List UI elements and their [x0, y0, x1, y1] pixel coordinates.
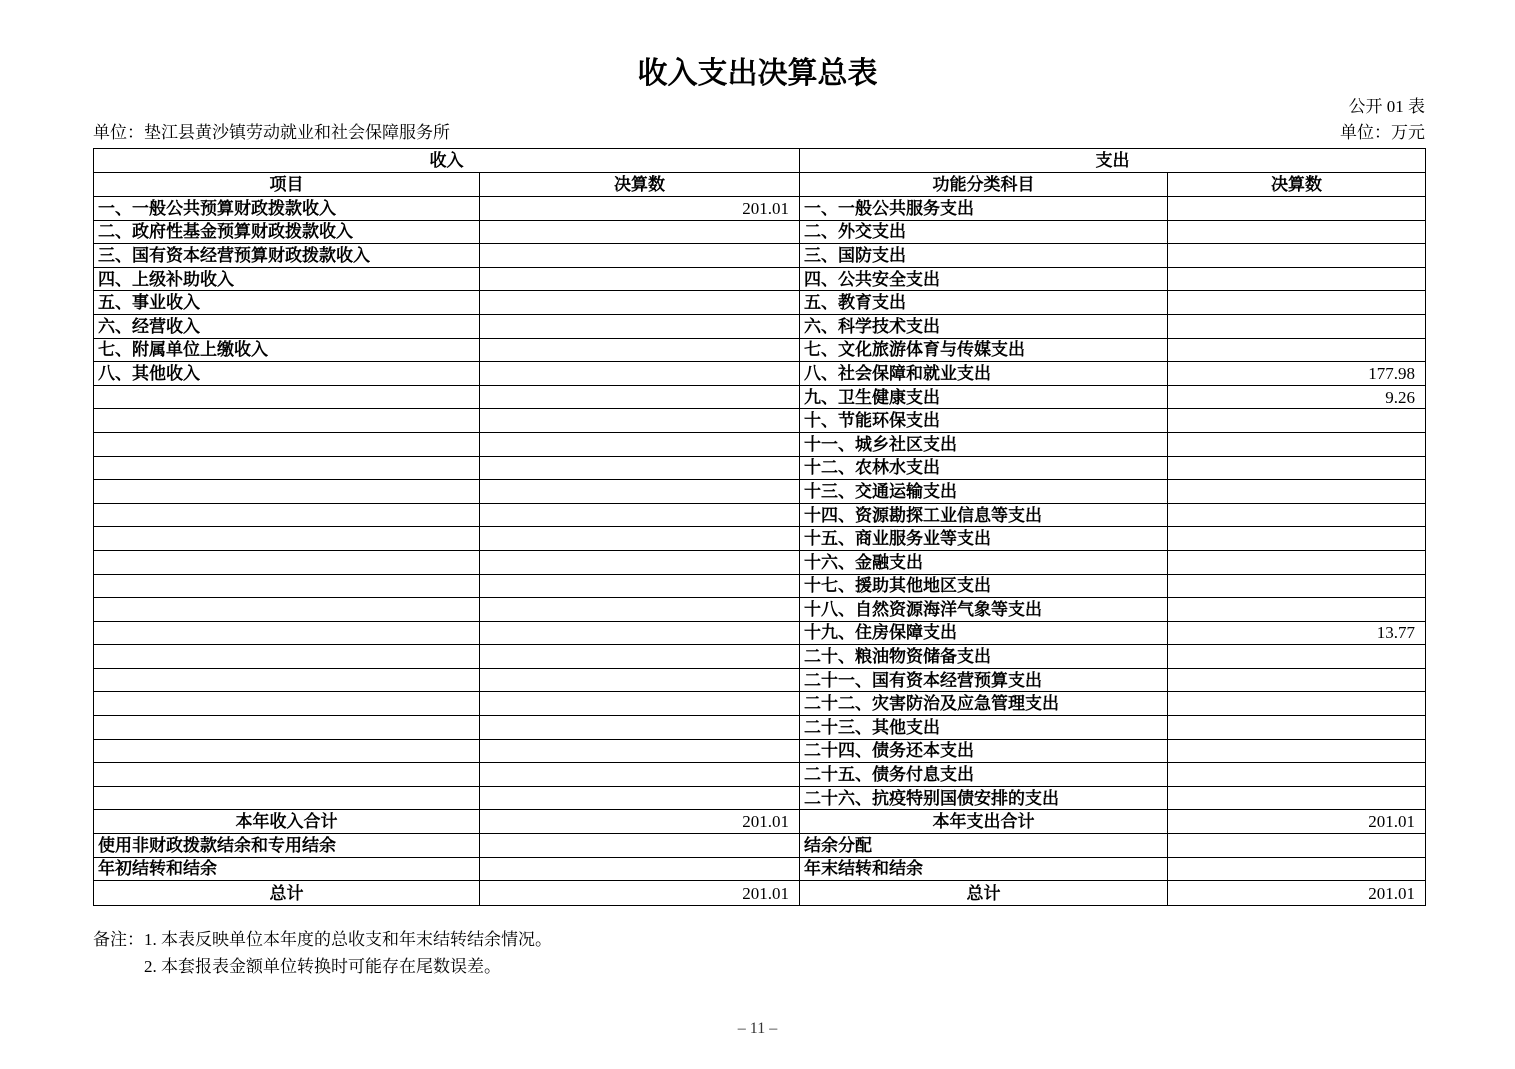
expenditure-value-cell: [1168, 858, 1425, 882]
income-item-cell: [94, 433, 480, 457]
expenditure-item-cell: 二十一、国有资本经营预算支出: [800, 669, 1168, 693]
meta-row: [93, 118, 1425, 143]
expenditure-item-cell: 二十三、其他支出: [800, 716, 1168, 740]
income-item-cell: [94, 645, 480, 669]
expenditure-value-cell: 201.01: [1368, 883, 1415, 903]
income-value-cell: [480, 740, 800, 764]
income-value-cell: [480, 409, 800, 433]
income-value-cell: [480, 504, 800, 528]
income-item-cell: [94, 504, 480, 528]
income-value-cell: [480, 692, 800, 716]
income-item-cell: 七、附属单位上缴收入: [94, 339, 480, 363]
income-item-cell: [94, 457, 480, 481]
expenditure-item-cell: 十五、商业服务业等支出: [800, 527, 1168, 551]
expenditure-value-cell: [1168, 339, 1425, 363]
expenditure-item-cell: 结余分配: [800, 834, 1168, 858]
income-value-cell: [480, 763, 800, 787]
income-item-cell: 一、一般公共预算财政拨款收入: [94, 197, 480, 221]
expenditure-item-cell: 总计: [800, 881, 1168, 905]
expenditure-value-cell: 9.26: [1168, 386, 1425, 410]
income-value-cell: [480, 527, 800, 551]
income-value-cell: 201.01: [480, 810, 800, 834]
expenditure-value-cell: [1168, 763, 1425, 787]
expenditure-item-cell: 七、文化旅游体育与传媒支出: [800, 339, 1168, 363]
expenditure-amount-column-header: 决算数: [1168, 173, 1425, 197]
expenditure-value-cell: [1168, 221, 1425, 245]
expenditure-value-cell: [1168, 291, 1425, 315]
expenditure-value-cell: [1168, 692, 1425, 716]
expenditure-value-cell: [1168, 457, 1425, 481]
income-value-cell: [480, 622, 800, 646]
income-value-cell: [480, 716, 800, 740]
expenditure-item-cell: 十一、城乡社区支出: [800, 433, 1168, 457]
expenditure-item-cell: 五、教育支出: [800, 291, 1168, 315]
expenditure-item-cell: 二十五、债务付息支出: [800, 763, 1168, 787]
income-value-cell: [480, 858, 800, 882]
income-value-cell: [480, 315, 800, 339]
income-item-cell: [94, 716, 480, 740]
expenditure-item-cell: 二十、粮油物资储备支出: [800, 645, 1168, 669]
income-amount-column-header: 决算数: [480, 173, 800, 197]
unit-of-measure: 单位：万元: [1340, 123, 1425, 142]
income-item-cell: [94, 575, 480, 599]
footnote-line-1: 备注：1. 本表反映单位本年度的总收支和年末结转结余情况。: [93, 930, 552, 949]
footnote-line-2: 2. 本套报表金额单位转换时可能存在尾数误差。: [144, 957, 501, 976]
income-item-cell: [94, 740, 480, 764]
income-item-cell: [94, 551, 480, 575]
expenditure-item-cell: 二、外交支出: [800, 221, 1168, 245]
page-number: – 11 –: [737, 1020, 778, 1037]
income-item-cell: 四、上级补助收入: [94, 268, 480, 292]
income-item-cell: [94, 386, 480, 410]
expenditure-value-cell: [1168, 433, 1425, 457]
expenditure-item-cell: 十、节能环保支出: [800, 409, 1168, 433]
footnote-label: 备注：: [93, 930, 144, 949]
expenditure-value-cell: [1168, 716, 1425, 740]
expenditure-value-cell: [1168, 527, 1425, 551]
expenditure-item-cell: 年末结转和结余: [800, 858, 1168, 882]
income-item-cell: [94, 527, 480, 551]
income-item-column-header: 项目: [94, 173, 480, 197]
income-item-cell: [94, 409, 480, 433]
expenditure-item-cell: 二十二、灾害防治及应急管理支出: [800, 692, 1168, 716]
expenditure-item-cell: 六、科学技术支出: [800, 315, 1168, 339]
income-value-cell: [480, 669, 800, 693]
income-item-cell: 使用非财政拨款结余和专用结余: [94, 834, 480, 858]
income-section-header: 收入: [94, 149, 800, 173]
expenditure-item-cell: 四、公共安全支出: [800, 268, 1168, 292]
expenditure-value-cell: [1168, 645, 1425, 669]
income-value-cell: [480, 268, 800, 292]
expenditure-value-cell: [1168, 551, 1425, 575]
expenditure-value-cell: [1168, 268, 1425, 292]
expenditure-value-cell: [1168, 598, 1425, 622]
income-value-cell: [480, 457, 800, 481]
income-value-cell: [480, 362, 800, 386]
expenditure-item-cell: 十六、金融支出: [800, 551, 1168, 575]
expenditure-item-cell: 二十四、债务还本支出: [800, 740, 1168, 764]
income-value-cell: [480, 386, 800, 410]
income-item-cell: 本年收入合计: [94, 810, 480, 834]
expenditure-item-cell: 十三、交通运输支出: [800, 480, 1168, 504]
income-item-cell: 总计: [94, 881, 480, 905]
income-value-cell: [480, 598, 800, 622]
income-item-cell: [94, 692, 480, 716]
income-item-cell: [94, 787, 480, 811]
expenditure-item-cell: 十四、资源勘探工业信息等支出: [800, 504, 1168, 528]
expenditure-value-cell: [1168, 480, 1425, 504]
unit-name: 单位：垫江县黄沙镇劳动就业和社会保障服务所: [93, 123, 450, 142]
expenditure-item-column-header: 功能分类科目: [800, 173, 1168, 197]
income-item-cell: [94, 622, 480, 646]
page-title: 收入支出决算总表: [637, 57, 878, 90]
expenditure-item-cell: 十九、住房保障支出: [800, 622, 1168, 646]
expenditure-item-cell: 十八、自然资源海洋气象等支出: [800, 598, 1168, 622]
expenditure-value-cell: [1168, 197, 1425, 221]
income-value-cell: [480, 551, 800, 575]
accounts-table: [93, 148, 1426, 906]
footnotes: [93, 926, 552, 980]
expenditure-value-cell: [1168, 575, 1425, 599]
expenditure-item-cell: 八、社会保障和就业支出: [800, 362, 1168, 386]
income-item-cell: [94, 669, 480, 693]
expenditure-value-cell: 13.77: [1168, 622, 1425, 646]
income-value-cell: [480, 291, 800, 315]
expenditure-value-cell: 201.01: [1168, 810, 1425, 834]
table-code: 公开 01 表: [1348, 97, 1425, 116]
income-item-cell: 八、其他收入: [94, 362, 480, 386]
expenditure-item-cell: 本年支出合计: [800, 810, 1168, 834]
income-value-cell: [480, 221, 800, 245]
income-item-cell: 二、政府性基金预算财政拨款收入: [94, 221, 480, 245]
income-value-cell: [480, 787, 800, 811]
income-item-cell: [94, 598, 480, 622]
income-item-cell: 五、事业收入: [94, 291, 480, 315]
expenditure-item-cell: 十七、援助其他地区支出: [800, 575, 1168, 599]
income-value-cell: [480, 433, 800, 457]
expenditure-value-cell: 177.98: [1168, 362, 1425, 386]
income-value-cell: [480, 575, 800, 599]
expenditure-value-cell: [1168, 740, 1425, 764]
expenditure-item-cell: 二十六、抗疫特别国债安排的支出: [800, 787, 1168, 811]
expenditure-value-cell: [1168, 315, 1425, 339]
expenditure-value-cell: [1168, 504, 1425, 528]
expenditure-value-cell: [1168, 787, 1425, 811]
expenditure-value-cell: [1168, 409, 1425, 433]
income-item-cell: 六、经营收入: [94, 315, 480, 339]
income-value-cell: [480, 645, 800, 669]
income-value-cell: 201.01: [480, 197, 800, 221]
income-value-cell: [480, 480, 800, 504]
expenditure-value-cell: [1168, 834, 1425, 858]
expenditure-section-header: 支出: [800, 149, 1425, 173]
expenditure-item-cell: 三、国防支出: [800, 244, 1168, 268]
income-value-cell: 201.01: [480, 881, 800, 905]
income-value-cell: [480, 339, 800, 363]
income-value-cell: [480, 834, 800, 858]
income-item-cell: [94, 763, 480, 787]
income-value-cell: [480, 244, 800, 268]
expenditure-value-cell: [1168, 244, 1425, 268]
income-item-cell: 年初结转和结余: [94, 858, 480, 882]
expenditure-item-cell: 九、卫生健康支出: [800, 386, 1168, 410]
income-item-cell: 三、国有资本经营预算财政拨款收入: [94, 244, 480, 268]
expenditure-item-cell: 一、一般公共服务支出: [800, 197, 1168, 221]
income-item-cell: [94, 480, 480, 504]
expenditure-item-cell: 十二、农林水支出: [800, 457, 1168, 481]
expenditure-value-cell: [1168, 669, 1425, 693]
